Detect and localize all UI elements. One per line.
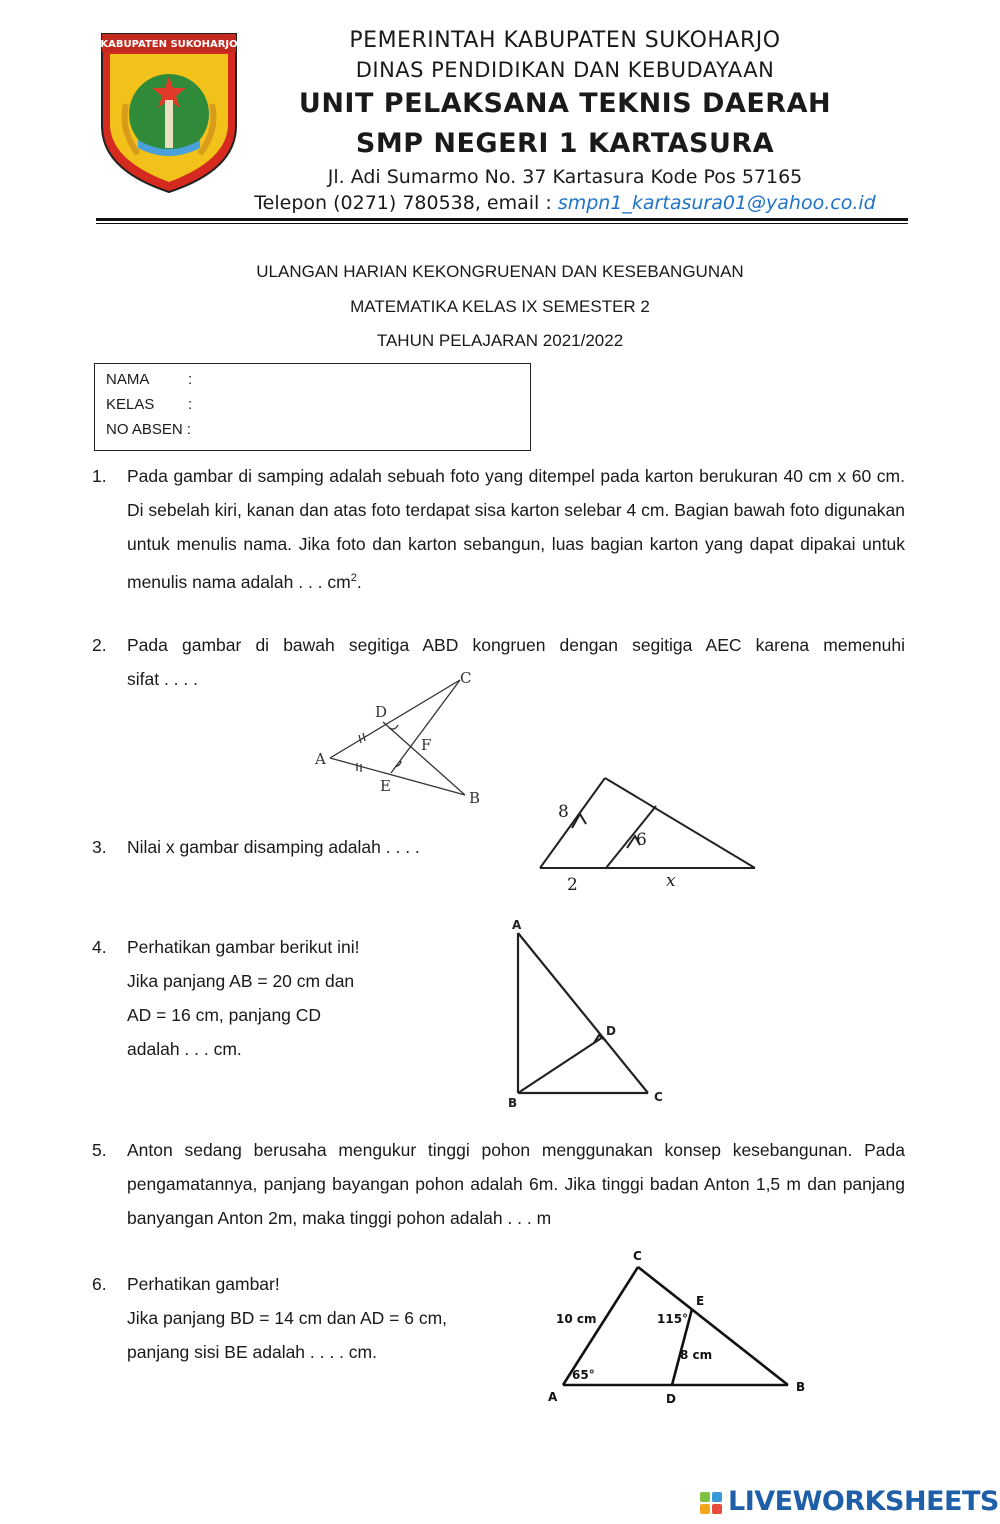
fig2-label-b: B — [469, 789, 481, 807]
fig3-label-inner: 6 — [636, 830, 647, 850]
fig2-label-a: A — [315, 750, 326, 768]
question-6-line2: Jika panjang BD = 14 cm dan AD = 6 cm, — [127, 1308, 448, 1328]
absen-field[interactable] — [106, 421, 191, 438]
fig3-label-base-left: 2 — [567, 875, 578, 895]
exam-title: ULANGAN HARIAN KEKONGRUENAN DAN KESEBANGUNAN — [256, 262, 744, 281]
class-label: KELAS — [106, 396, 155, 413]
fig6-angle-e: 115° — [657, 1312, 689, 1326]
letterhead-rule-thin — [96, 223, 908, 224]
fig6-label-c: C — [633, 1249, 642, 1263]
fig3-label-left: 8 — [558, 802, 569, 822]
fig6-label-de: 8 cm — [680, 1348, 713, 1362]
figure-6 — [540, 1245, 815, 1407]
fig4-label-a: A — [512, 918, 522, 932]
fig4-label-c: C — [654, 1090, 663, 1104]
name-label: NAMA — [106, 371, 150, 388]
regency-logo — [98, 30, 240, 196]
fig6-label-ac: 10 cm — [556, 1312, 597, 1326]
fig6-label-b: B — [796, 1380, 806, 1394]
letterhead-contact — [250, 192, 880, 214]
question-3-number: 3. — [92, 837, 107, 857]
phone-text: Telepon (0271) 780538, email : — [254, 192, 552, 214]
exam-year: TAHUN PELAJARAN 2021/2022 — [376, 331, 624, 350]
absen-sep: : — [186, 421, 191, 438]
class-sep: : — [188, 396, 193, 413]
fig4-label-d: D — [606, 1024, 616, 1038]
question-6-line3: panjang sisi BE adalah . . . . cm. — [127, 1342, 377, 1362]
fig6-label-e: E — [696, 1294, 705, 1308]
liveworksheets-logo-icon — [700, 1492, 724, 1514]
fig2-label-f: F — [421, 736, 432, 754]
question-4-line4: adalah . . . cm. — [127, 1039, 242, 1059]
liveworksheets-watermark[interactable]: LIVEWORKSHEETS — [728, 1486, 999, 1517]
fig4-label-b: B — [508, 1096, 518, 1110]
question-1-text: Pada gambar di samping adalah sebuah foto yang ditempel pada karton berukuran 40 cm x 60 cm. Di sebelah kiri, kanan dan atas foto terdapat sisa karton selebar 4 cm. Bagian bawah foto digunakan untuk menulis nama. Jika foto dan karton sebangun, luas bagian karton yang dapat dipakai untuk menulis nama adalah . . . $cm^2$. — [127, 466, 905, 592]
question-2-line2: sifat . . . . — [127, 669, 198, 689]
name-field[interactable] — [106, 371, 193, 388]
fig2-label-e: E — [380, 777, 391, 795]
figure-2 — [305, 665, 495, 810]
question-5-number: 5. — [92, 1140, 107, 1160]
question-4-number: 4. — [92, 937, 107, 957]
fig3-label-x: x — [666, 871, 676, 891]
name-sep: : — [188, 371, 193, 388]
fig6-label-d: D — [666, 1392, 676, 1406]
figure-3 — [530, 770, 765, 895]
question-1-number: 1. — [92, 466, 107, 486]
figure-4 — [500, 915, 675, 1113]
absen-label: NO ABSEN — [106, 421, 183, 438]
class-field[interactable] — [106, 396, 193, 413]
letterhead-unit: UNIT PELAKSANA TEKNIS DAERAH — [298, 88, 832, 119]
question-3-text: Nilai x gambar disamping adalah . . . . — [127, 837, 420, 857]
question-4-line2: Jika panjang AB = 20 cm dan — [127, 971, 355, 991]
letterhead-department: DINAS PENDIDIKAN DAN KEBUDAYAAN — [355, 58, 775, 82]
letterhead-government: PEMERINTAH KABUPATEN SUKOHARJO — [349, 28, 781, 53]
question-6-line1: Perhatikan gambar! — [127, 1274, 280, 1294]
logo-label: KABUPATEN SUKOHARJO — [100, 39, 238, 50]
fig6-angle-a: 65° — [572, 1368, 595, 1382]
letterhead-rule — [96, 218, 908, 221]
question-4-line1: Perhatikan gambar berikut ini! — [127, 937, 360, 957]
letterhead-address: Jl. Adi Sumarmo No. 37 Kartasura Kode Pos 57165 — [327, 166, 803, 188]
exam-subject: MATEMATIKA KELAS IX SEMESTER 2 — [350, 297, 650, 316]
email-link[interactable]: smpn1_kartasura01@yahoo.co.id — [557, 192, 876, 214]
question-4-line3: AD = 16 cm, panjang CD — [127, 1005, 322, 1025]
fig2-label-d: D — [375, 703, 388, 721]
question-6-number: 6. — [92, 1274, 107, 1294]
question-2-line1: Pada gambar di bawah segitiga ABD kongruen dengan segitiga AEC karena memenuhi — [127, 635, 905, 655]
letterhead-school: SMP NEGERI 1 KARTASURA — [355, 128, 775, 159]
fig6-label-a: A — [548, 1390, 558, 1404]
fig2-label-c: C — [460, 669, 472, 687]
question-2-number: 2. — [92, 635, 107, 655]
question-5-text: Anton sedang berusaha mengukur tinggi pohon menggunakan konsep kesebangunan. Pada pengamatannya, panjang bayangan pohon adalah 6m. Jika tinggi badan Anton 1,5 m dan panjang banyangan Anton 2m, maka tinggi pohon adalah . . . m — [127, 1140, 905, 1228]
